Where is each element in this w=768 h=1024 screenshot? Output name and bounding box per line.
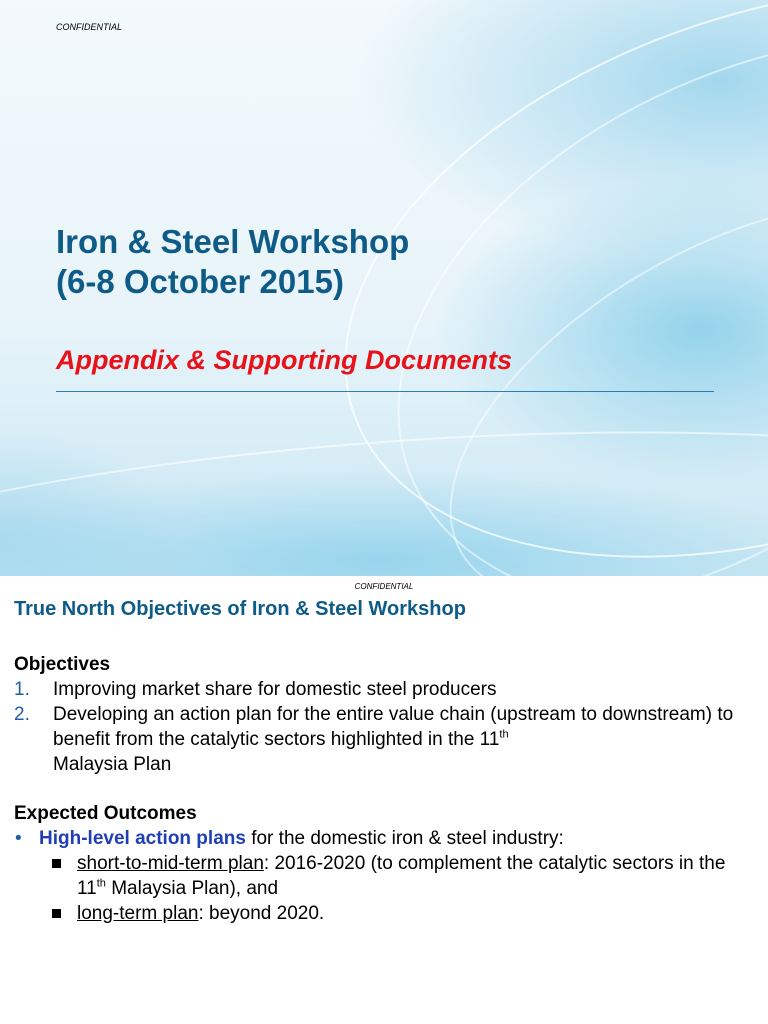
objective-text: Improving market share for domestic steel producers — [53, 679, 497, 700]
plan-text: : beyond 2020. — [198, 903, 325, 924]
confidential-label: CONFIDENTIAL — [56, 22, 123, 32]
plan-label: long-term plan — [77, 903, 199, 924]
workshop-title — [56, 222, 409, 302]
appendix-subtitle: Appendix & Supporting Documents — [56, 345, 512, 375]
plan-label: short-to-mid-term plan — [77, 853, 264, 874]
objective-item — [14, 677, 754, 702]
outcomes-heading: Expected Outcomes — [14, 803, 197, 824]
objective-text-end: Malaysia Plan — [53, 754, 172, 775]
superscript: th — [499, 728, 509, 741]
plan-text-end: Malaysia Plan), and — [105, 878, 279, 899]
bullet-marker: • — [15, 828, 22, 849]
title-divider — [56, 391, 714, 392]
objectives-heading: Objectives — [14, 654, 111, 675]
plan-item — [14, 851, 754, 901]
slide-title: True North Objectives of Iron & Steel Workshop — [14, 598, 466, 620]
superscript: th — [96, 877, 106, 890]
outcome-bullet — [14, 826, 754, 851]
outcome-highlight: High-level action plans — [39, 828, 246, 849]
objective-text: Developing an action plan for the entire value chain (upstream to downstream) to benefit from the catalytic sectors highlighted in the 11 — [53, 704, 734, 750]
confidential-label: CONFIDENTIAL — [354, 582, 414, 591]
plan-item — [14, 901, 754, 926]
outcome-text: for the domestic iron & steel industry: — [245, 828, 564, 849]
title-line-1: Iron & Steel Workshop — [56, 223, 410, 260]
title-line-2: (6-8 October 2015) — [56, 263, 344, 300]
plan-text: : 2016-2020 (to complement the catalytic sectors in the 11 — [77, 853, 726, 899]
objective-number: 2. — [14, 704, 30, 725]
objective-number: 1. — [14, 679, 30, 700]
slide-body — [14, 652, 754, 926]
square-bullet — [52, 909, 61, 918]
square-bullet — [52, 859, 61, 868]
objective-item — [14, 702, 754, 777]
objectives-slide — [0, 576, 768, 1024]
